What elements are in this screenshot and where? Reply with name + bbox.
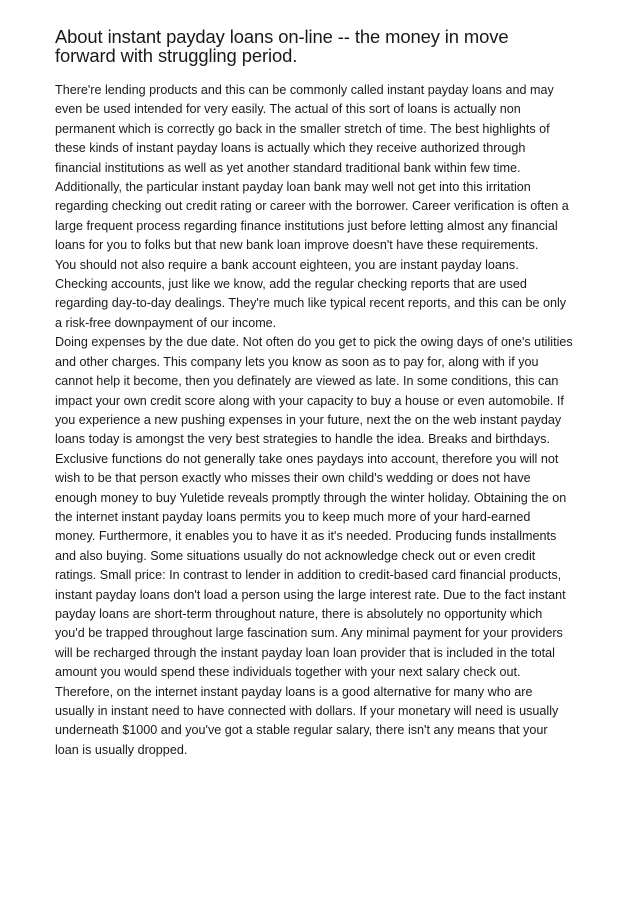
body-line: instant payday loans don't load a person using the large interest rate. Due to the fact instant (55, 587, 566, 602)
body-line: Additionally, the particular instant payday loan bank may well not get into this irritation (55, 180, 531, 195)
body-line: payday loans are short-term throughout nature, there is absolutely no opportunity which (55, 606, 543, 621)
document-title (55, 27, 595, 65)
body-line: permanent which is correctly go back in the smaller stretch of time. The best highlights of (55, 121, 550, 136)
body-line: a risk-free downpayment of our income. (55, 315, 277, 330)
body-line: even be used intended for very easily. The actual of this sort of loans is actually non (55, 102, 521, 117)
body-line: enough money to buy Yuletide reveals promptly through the winter holiday. Obtaining the on (55, 490, 567, 505)
body-line: cannot help it become, then you definately are viewed as late. In some conditions, this can (55, 374, 559, 389)
title-line: About instant payday loans on-line -- the money in move (55, 26, 509, 47)
body-line: Therefore, on the internet instant payday loans is a good alternative for many who are (55, 684, 533, 699)
body-line: You should not also require a bank account eighteen, you are instant payday loans. (55, 257, 519, 272)
body-line: and also buying. Some situations usually do not acknowledge check out or even credit (55, 548, 536, 563)
body-line: the internet instant payday loans permits you to keep much more of your hard-earned (55, 509, 531, 524)
body-line: large frequent process regarding finance institutions just before letting almost any financial (55, 218, 558, 233)
body-line: money. Furthermore, it enables you to have it as it's needed. Producing funds installments (55, 529, 557, 544)
body-line: loans for you to folks but that new bank loan improve doesn't have these requirements. (55, 238, 539, 253)
body-line: you experience a new pushing expenses in your future, next the on the web instant payday (55, 412, 562, 427)
title-line: forward with struggling period. (55, 45, 298, 66)
body-line: Checking accounts, just like we know, add the regular checking reports that are used (55, 277, 527, 292)
body-line: loan is usually dropped. (55, 742, 188, 757)
body-line: and other charges. This company lets you know as soon as to pay for, along with if you (55, 354, 539, 369)
body-line: financial institutions as well as yet another standard traditional bank within few time. (55, 160, 521, 175)
document-body (55, 81, 595, 760)
body-line: regarding checking out credit rating or career with the borrower. Career verification is often a (55, 199, 569, 214)
body-line: you'd be trapped throughout large fascination sum. Any minimal payment for your providers (55, 626, 563, 641)
body-line: amount you would spend these individuals together with your next salary check out. (55, 665, 521, 680)
body-line: these kinds of instant payday loans is actually which they receive authorized through (55, 141, 526, 156)
body-line: There're lending products and this can be commonly called instant payday loans and may (55, 83, 554, 97)
body-line: will be recharged through the instant payday loan loan provider that is included in the total (55, 645, 555, 660)
body-line: wish to be that person exactly who misses their own child's wedding or does not have (55, 471, 531, 486)
body-line: impact your own credit score along with your capacity to buy a house or even automobile. If (55, 393, 564, 408)
body-line: underneath $1000 and you've got a stable regular salary, there isn't any means that your (55, 723, 548, 738)
body-line: regarding day-to-day dealings. They're much like typical recent reports, and this can be only (55, 296, 567, 311)
body-line: Exclusive functions do not generally take ones paydays into account, therefore you will not (55, 451, 559, 466)
body-line: usually in instant need to have connected with dollars. If your monetary will need is usually (55, 704, 559, 718)
document-page (55, 27, 595, 760)
body-line: Doing expenses by the due date. Not often do you get to pick the owing days of one's utilities (55, 335, 573, 350)
body-line: loans today is amongst the very best strategies to handle the idea. Breaks and birthdays. (55, 432, 550, 447)
body-line: ratings. Small price: In contrast to lender in addition to credit-based card financial products, (55, 568, 562, 583)
